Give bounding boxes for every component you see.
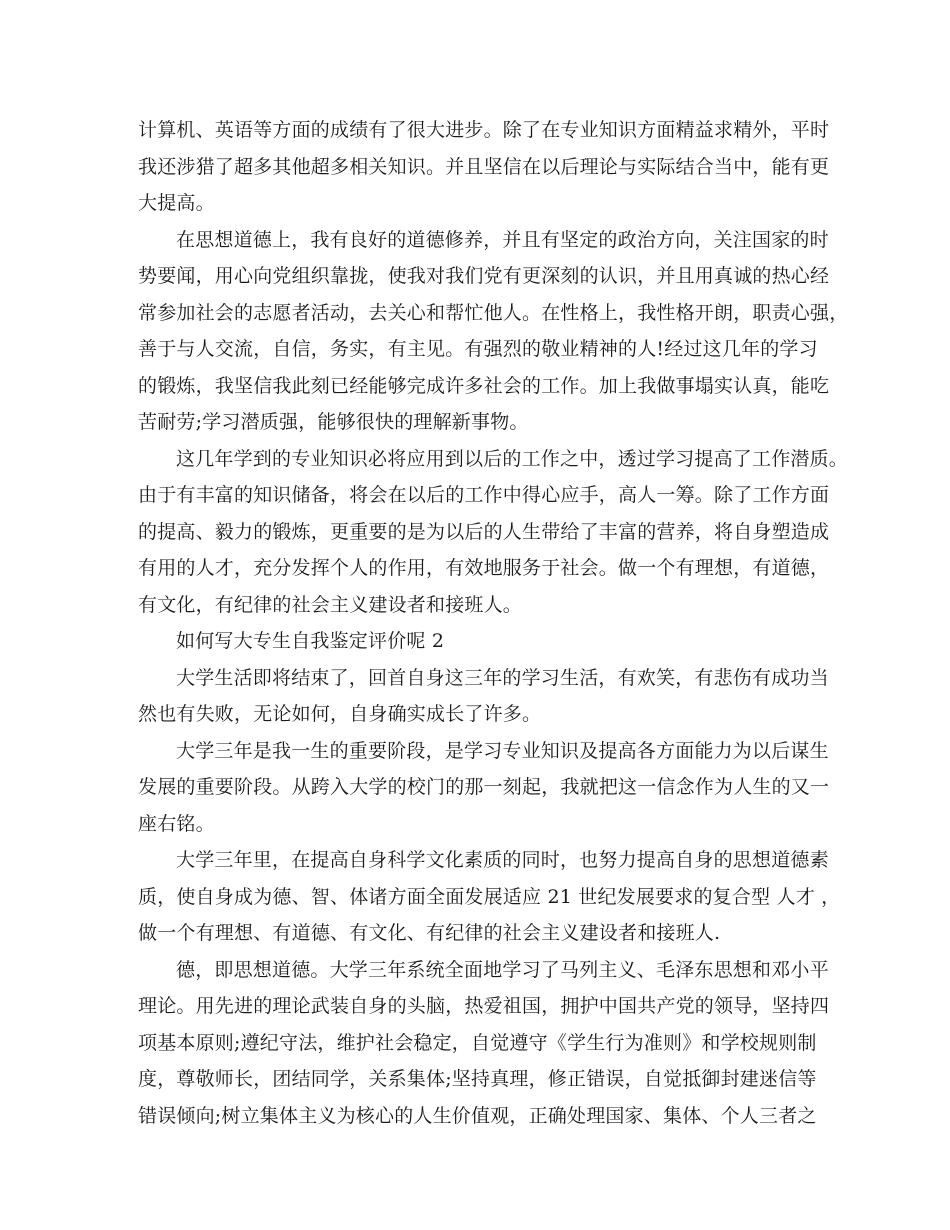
text-line: 大学三年里，在提高自身科学文化素质的同时，也努力提高自身的思想道德素 <box>176 849 829 871</box>
text-line: 质，使自身成为德、智、体诸方面全面发展适应 21 世纪发展要求的复合型 人才 ， <box>138 885 841 908</box>
text-line: 善于与人交流，自信，务实，有主见。有强烈的敬业精神的人!经过这几年的学习 <box>138 338 818 360</box>
text-line: 错误倾向;树立集体主义为核心的人生价值观，正确处理国家、集体、个人三者之 <box>138 1104 817 1127</box>
text-line: 的提高、毅力的锻炼，更重要的是为以后的人生带给了丰富的营养，将自身塑造成 <box>138 520 830 543</box>
text-line: 大提高。 <box>138 192 215 214</box>
text-line: 做一个有理想、有道德、有文化、有纪律的社会主义建设者和接班人. <box>138 922 721 944</box>
text-line: 势要闻，用心向党组织靠拢，使我对我们党有更深刻的认识，并且用真诚的热心经 <box>138 265 830 287</box>
text-line: 项基本原则;遵纪守法，维护社会稳定，自觉遵守《学生行为准则》和学校规则制 <box>138 1031 817 1054</box>
text-line: 大学生活即将结束了，回首自身这三年的学习生活，有欢笑，有悲伤有成功当 <box>176 666 829 689</box>
text-line: 德，即思想道德。大学三年系统全面地学习了马列主义、毛泽东思想和邓小平 <box>176 958 829 981</box>
text-line: 的锻炼，我坚信我此刻已经能够完成许多社会的工作。加上我做事塌实认真，能吃 <box>138 374 830 397</box>
text-line: 然也有失败，无论如何，自身确实成长了许多。 <box>138 703 542 725</box>
text-line: 有文化，有纪律的社会主义建设者和接班人。 <box>138 593 523 616</box>
text-line: 大学三年是我一生的重要阶段，是学习专业知识及提高各方面能力为以后谋生 <box>176 739 829 762</box>
text-line: 如何写大专生自我鉴定评价呢 2 <box>176 630 445 652</box>
text-line: 由于有丰富的知识储备，将会在以后的工作中得心应手，高人一筹。除了工作方面 <box>138 484 830 506</box>
text-line: 我还涉猎了超多其他超多相关知识。并且坚信在以后理论与实际结合当中，能有更 <box>138 155 830 178</box>
text-line: 有用的人才，充分发挥个人的作用，有效地服务于社会。做一个有理想，有道德， <box>138 557 830 579</box>
text-line: 理论。用先进的理论武装自身的头脑，热爱祖国，拥护中国共产党的领导，坚持四 <box>138 995 830 1017</box>
text-line: 这几年学到的专业知识必将应用到以后的工作之中，透过学习提高了工作潜质。 <box>176 447 849 470</box>
document-body <box>138 112 849 1134</box>
text-line: 度，尊敬师长，团结同学，关系集体;坚持真理，修正错误，自觉抵御封建迷信等 <box>138 1068 817 1090</box>
text-line: 座右铭。 <box>138 812 215 835</box>
text-line: 常参加社会的志愿者活动，去关心和帮忙他人。在性格上，我性格开朗，职责心强， <box>138 301 849 324</box>
text-line: 计算机、英语等方面的成绩有了很大进步。除了在专业知识方面精益求精外，平时 <box>138 119 830 141</box>
text-line: 苦耐劳;学习潜质强，能够很快的理解新事物。 <box>138 411 529 433</box>
text-line: 在思想道德上，我有良好的道德修养，并且有坚定的政治方向，关注国家的时 <box>176 228 829 251</box>
text-line: 发展的重要阶段。从跨入大学的校门的那一刻起，我就把这一信念作为人生的又一 <box>138 776 830 798</box>
